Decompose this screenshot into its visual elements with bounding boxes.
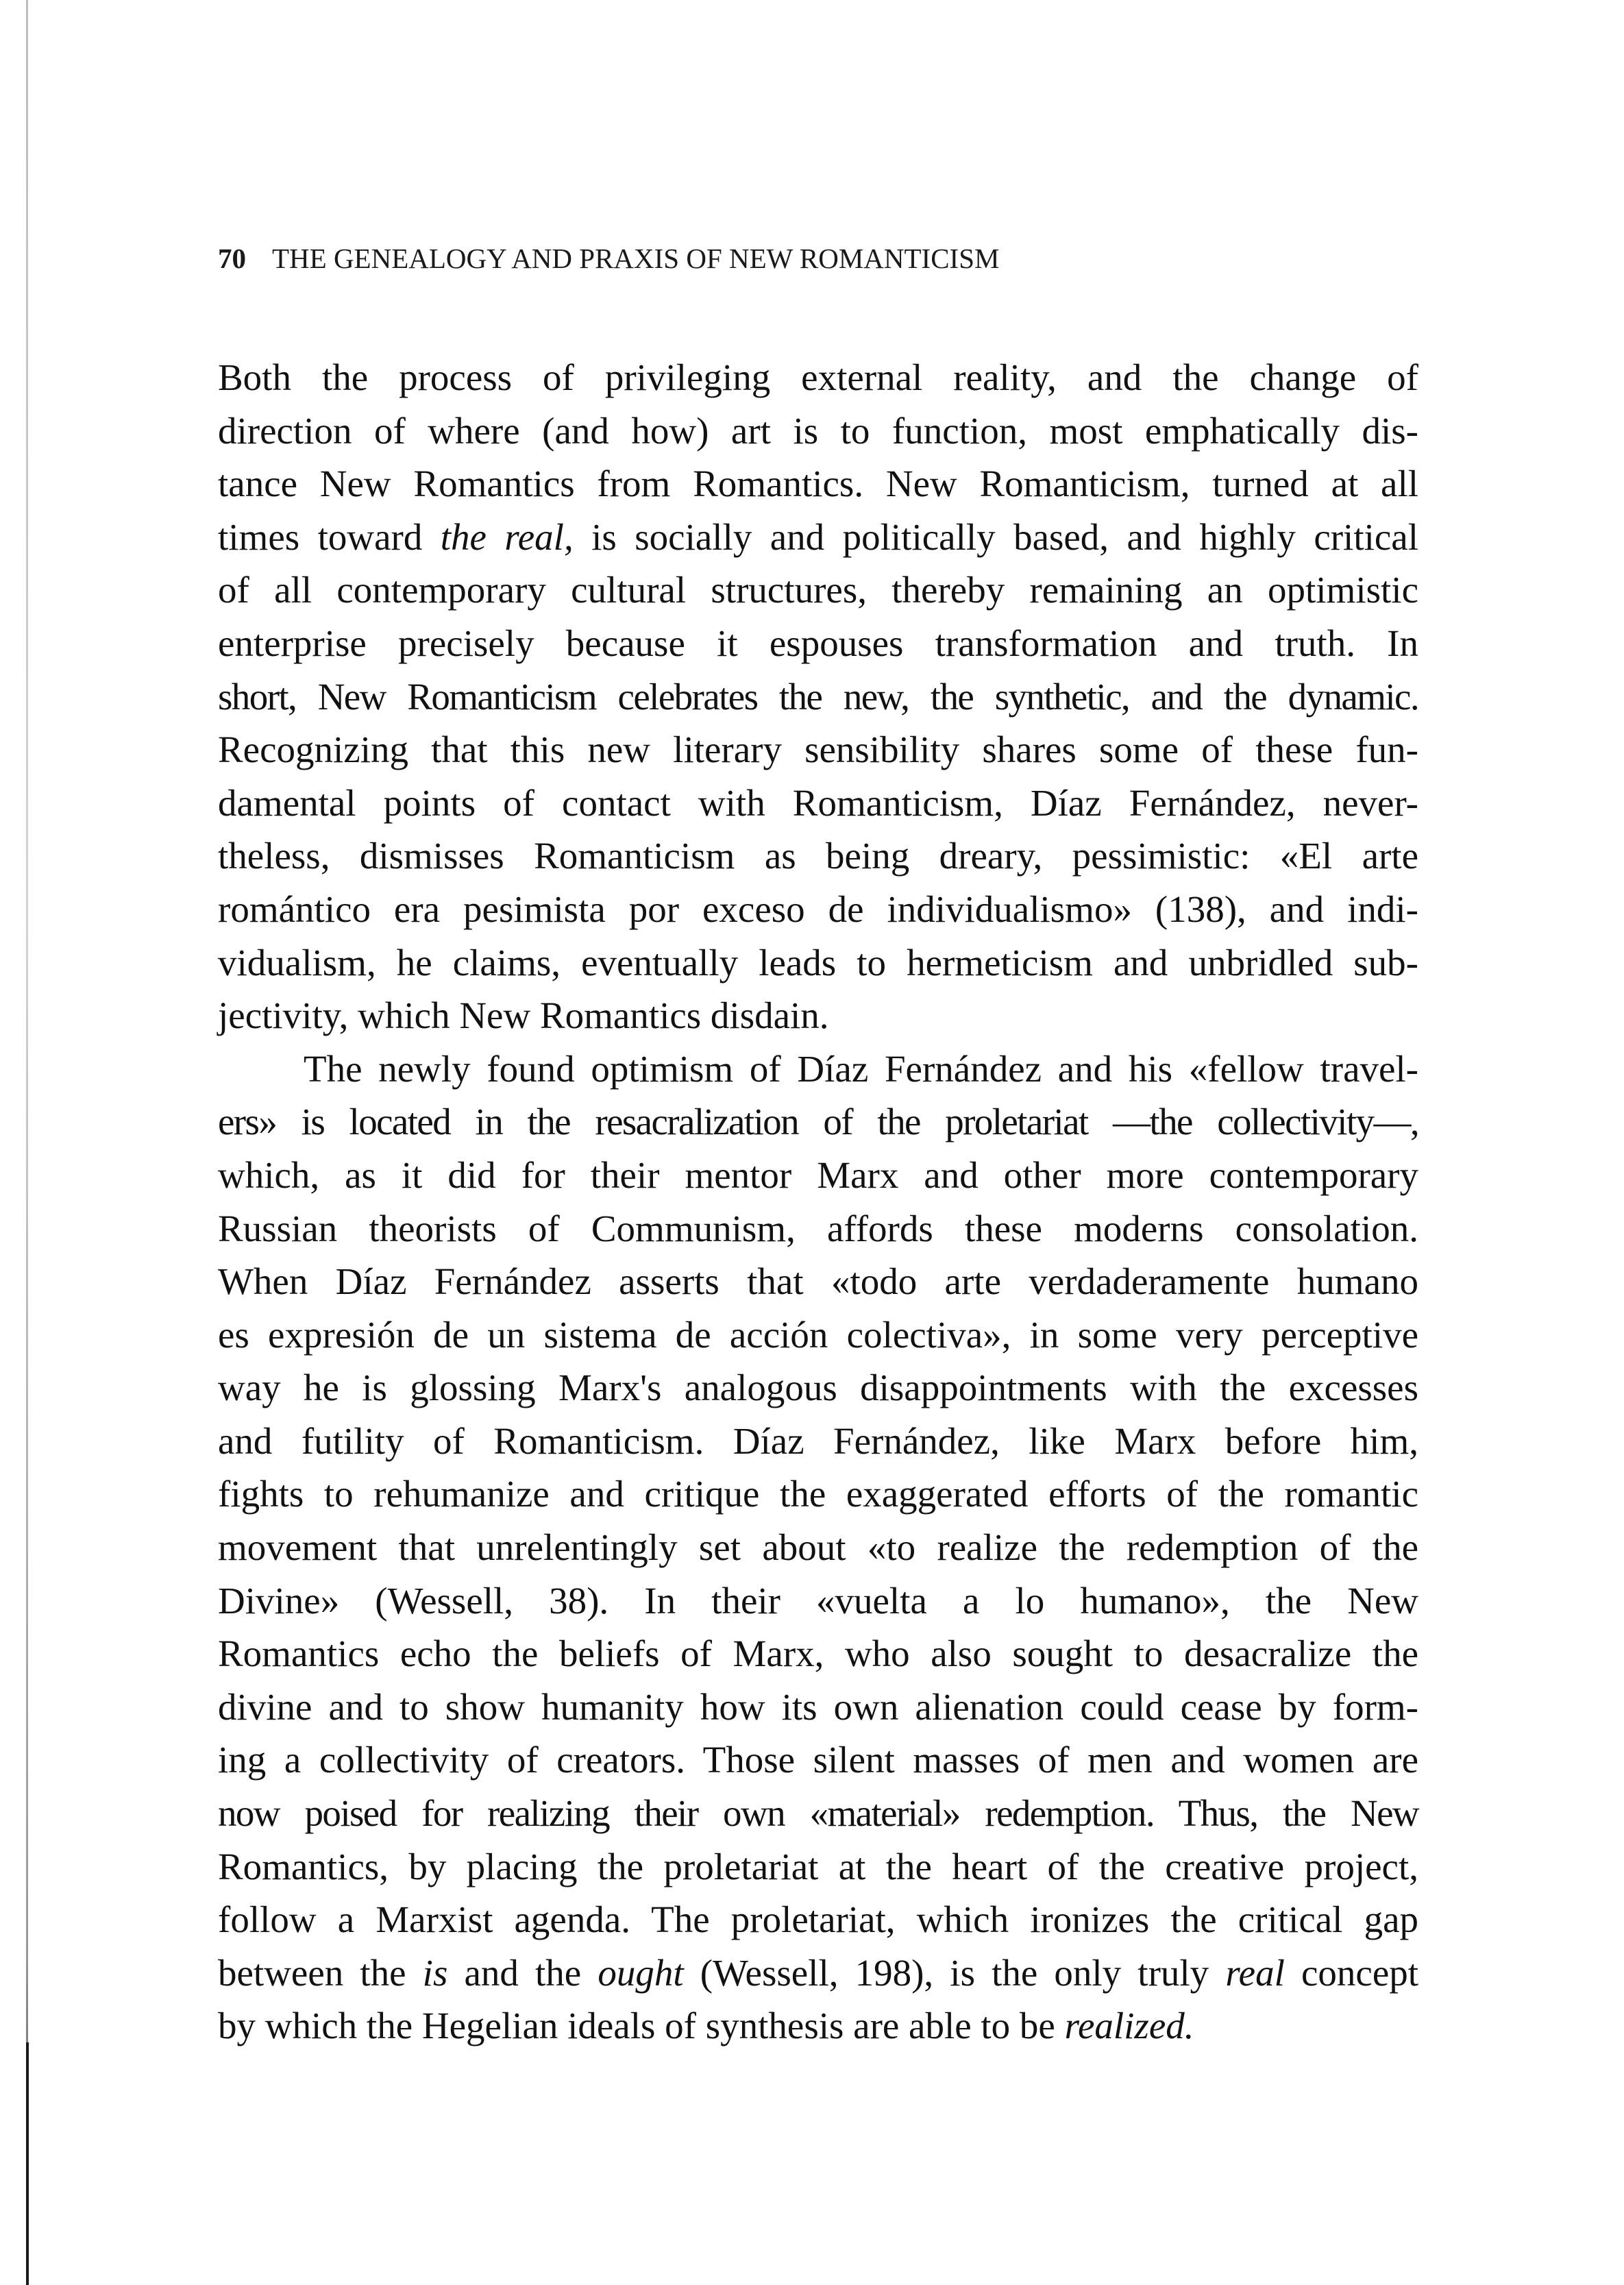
text-line: The newly found optimism of Díaz Fernández and his «fellow travel- <box>304 1047 1418 1090</box>
text-line: by which the Hegelian ideals of synthesis are able to be realized. <box>218 2005 1194 2047</box>
italic-emphasis: real <box>1225 1951 1285 1994</box>
text-line: jectivity, which New Romantics disdain. <box>218 994 829 1037</box>
italic-emphasis: ought <box>598 1951 684 1994</box>
text-line: romántico era pesimista por exceso de individualismo» (138), and indi- <box>218 888 1418 930</box>
text-line: now poised for realizing their own «material» redemption. Thus, the New <box>218 1792 1418 1835</box>
body-text <box>218 351 1418 2053</box>
text-line: Romantics, by placing the proletariat at the heart of the creative project, <box>218 1845 1418 1887</box>
text-line: fights to rehumanize and critique the exaggerated efforts of the romantic <box>218 1473 1418 1515</box>
text-line: es expresión de un sistema de acción colectiva», in some very perceptive <box>218 1313 1418 1356</box>
text-line: Recognizing that this new literary sensibility shares some of these fun- <box>218 729 1418 771</box>
text-line: direction of where (and how) art is to function, most emphatically dis- <box>218 409 1418 452</box>
italic-emphasis: is <box>422 1951 448 1994</box>
text-line: of all contemporary cultural structures, thereby remaining an optimistic <box>218 569 1418 611</box>
text-line: theless, dismisses Romanticism as being dreary, pessimistic: «El arte <box>218 835 1418 877</box>
text-line: and futility of Romanticism. Díaz Fernández, like Marx before him, <box>218 1419 1418 1462</box>
text-line: divine and to show humanity how its own alienation could cease by form- <box>218 1685 1418 1728</box>
text-line: Divine» (Wessell, 38). In their «vuelta a lo humano», the New <box>218 1579 1418 1622</box>
text-line: way he is glossing Marx's analogous disappointments with the excesses <box>218 1367 1418 1409</box>
text-line: short, New Romanticism celebrates the new, the synthetic, and the dynamic. <box>218 675 1418 718</box>
paragraph-1 <box>218 351 1418 1042</box>
text-line: enterprise precisely because it espouses transformation and truth. In <box>218 622 1418 664</box>
text-line: Romantics echo the beliefs of Marx, who also sought to desacralize the <box>218 1633 1418 1675</box>
page-number: 70 <box>218 243 246 274</box>
text-line: follow a Marxist agenda. The proletariat, which ironizes the critical gap <box>218 1898 1418 1941</box>
binding-shadow <box>26 2042 29 2285</box>
text-line: Both the process of privileging external reality, and the change of <box>218 356 1418 398</box>
running-head <box>218 241 999 276</box>
italic-emphasis: realized. <box>1064 2005 1194 2047</box>
text-line: ing a collectivity of creators. Those silent masses of men and women are <box>218 1739 1418 1781</box>
binding-edge <box>26 0 28 2285</box>
text-line: When Díaz Fernández asserts that «todo arte verdaderamente humano <box>218 1260 1418 1303</box>
running-head-title: THE GENEALOGY AND PRAXIS OF NEW ROMANTICISM <box>272 243 1000 274</box>
italic-emphasis: the real, <box>440 515 574 558</box>
text-line: Russian theorists of Communism, affords these moderns consolation. <box>218 1207 1418 1249</box>
text-line: damental points of contact with Romanticism, Díaz Fernández, never- <box>218 781 1418 824</box>
text-line: movement that unrelentingly set about «to realize the redemption of the <box>218 1526 1418 1569</box>
text-line: ers» is located in the resacralization of the proletariat —the collectivity—, <box>218 1101 1418 1143</box>
text-line: tance New Romantics from Romantics. New Romanticism, turned at all <box>218 463 1418 505</box>
text-line: times toward the real, is socially and politically based, and highly critical <box>218 515 1418 558</box>
text-line: vidualism, he claims, eventually leads to hermeticism and unbridled sub- <box>218 941 1418 983</box>
text-line: which, as it did for their mentor Marx and other more contemporary <box>218 1153 1418 1196</box>
paragraph-2 <box>218 1042 1418 2053</box>
text-line: between the is and the ought (Wessell, 198), is the only truly real concept <box>218 1951 1419 1994</box>
